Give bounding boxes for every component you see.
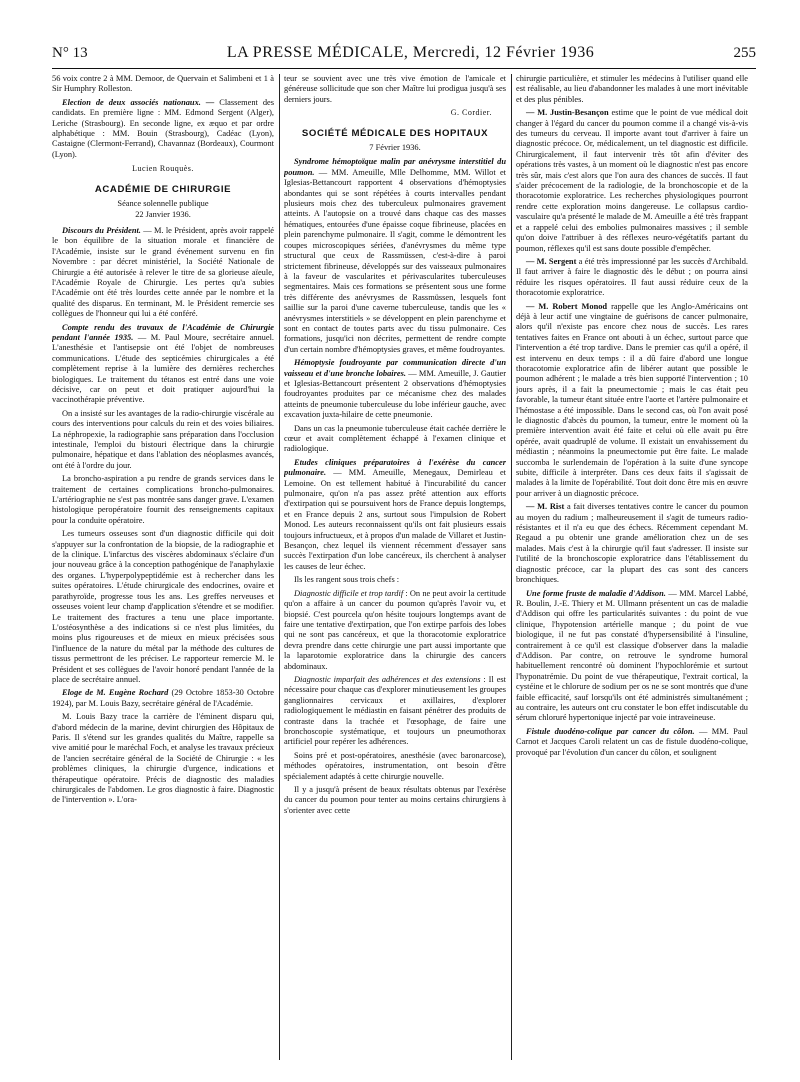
article-text: — MM. Marcel Labbé, R. Boulin, J.-E. Thiery et M. Ullmann présentent un cas de maladie d'Addison qui offre les particularités suivantes : du point de vue clinique, l'hypotension artérielle manque ; du point de vue biologique, il ne fut pas constaté d'hypersensibilité à l'insuline, contrairement à ce qu'il est classique d'observer dans la maladie d'Addison. Par contre, on retrouve le syndrome humoral habituellement rencontré où dominent l'hypochlorémie et surtout l'hyponatrémie. Du point de vue thérapeutique, l'extrait cortical, la cystéine et le chlorure de sodium per os ne se sont montrés que d'une faible efficacité, sauf lorsqu'ils ont été administrés simultanément ; au contraire, les auteurs ont cru constater le bon effet indiscutable du sérum chloruré hypertonique injecté par voie intraveineuse. — [516, 588, 748, 723]
header-rule — [52, 68, 756, 69]
speaker-name: — M. Justin-Besançon — [526, 108, 609, 118]
paragraph — [516, 302, 748, 500]
article-text: — MM. Ameuille, Menegaux, Demirleau et Lemoine. On est tellement habitué à l'incurabilité du cancer pulmonaire, qu'on n'a pas assez prêté attention aux efforts d'extirpation qui se poursuivent hors de France depuis longtemps, et en France depuis 2 ans, surtout sous l'impulsion de Robert Monod. Les auteurs reconnaissent qu'ils ont fait plusieurs essais toujours infructueux, et à propos d'un malade de Villaret et Justin-Besançon, chez lequel ils viennent récemment d'essayer sans succès l'extirpation d'un lobe cancéreux, ils cherchent à analyser les causes de leur échec. — [284, 468, 506, 571]
article-text: a fait diverses tentatives contre le cancer du poumon au moyen du radium ; malheureusement il s'agit de tumeurs radio-résistantes et il n'a eu que des échecs. Récemment cependant M. Regaud a pu obtenir une grande amélioration chez un de ses malades. Mais c'est à la chirurgie qu'il faut s'adresser. Il insiste sur l'utilité de la bronchoscopie exploratrice dans l'établissement du diagnostic précoce, car la plupart des cas sont des cancers bronchiques. — [516, 502, 748, 585]
paragraph: M. Louis Bazy trace la carrière de l'éminent disparu qui, d'abord médecin de la marine, devint chirurgien des Hôpitaux de Paris. Il s'étend sur les grandes qualités du Maître, rappelle sa vive amitié pour le maréchal Foch, et analyse les travaux précieux de l'ancien secrétaire général de la Société de Chirurgie : « les problèmes cliniques, la chirurgie d'urgence, indications et thérapeutique opératoire. Précis de diagnostic des maladies chirurgicales de l'abdomen. Le gros diagnostic à faire. Diagnostic de l'intervention ». L'ora- — [52, 712, 274, 805]
paragraph: Les tumeurs osseuses sont d'un diagnostic difficile qui doit s'appuyer sur la confrontation de la biopsie, de la radiographie et de la clinique. L'infarctus des viscères abdominaux s'éclaire d'un jour nouveau grâce à la conception pathogénique de l'anaphylaxie des organes. L'hyperpolypeptidémie est à rechercher dans les suites opératoires. L'étude chirurgicale des endocrines, ovaire et parathyroïde, progresse tous les ans. Les greffes nerveuses et osseuses voient leur champ d'application s'étendre et se modifier. Le traitement des fractures a tenu une place importante. L'ostéosynthèse a des indications si ce n'est plus limitées, du moins plus rigoureuses et de mieux en mieux précisées sous l'influence de la nature du métal par la méthode des cultures de tissus permettront de les préciser. Le rapporteur remercie M. le Président et ses collègues de l'avoir honoré pendant l'année de la place de secrétaire annuel. — [52, 529, 274, 684]
paragraph: Soins pré et post-opératoires, anesthésie (avec baronarcose), méthodes opératoires, instrumentation, ont besoin d'être spécialement adaptés à cette chirurgie nouvelle. — [284, 750, 506, 781]
paragraph: On a insisté sur les avantages de la radio-chirurgie viscérale au cours des interventions pour calculs du rein et des voies biliaires. La néphropexie, la radiographie sans préparation dans l'occlusion intestinale, l'emploi du bistouri électrique dans la chirurgie pulmonaire, hépatique et dans l'ablation des néoplasmes avancés, ont été à l'ordre du jour. — [52, 408, 274, 470]
article-heading: Hémoptysie foudroyante par communication directe d'un vaisseau et d'une bronche lobaires. — [284, 358, 506, 378]
paragraph: teur se souvient avec une très vive émotion de l'amicale et généreuse sollicitude que son cher Maître lui prodigua jusqu'à ses derniers jours. — [284, 74, 506, 104]
paragraph — [284, 157, 506, 355]
paragraph — [516, 257, 748, 299]
paragraph — [52, 323, 274, 406]
speaker-name: — M. Sergent — [526, 256, 577, 266]
article-text: estime que le point de vue médical doit changer à l'égard du cancer du poumon comme il a changé vis-à-vis des tumeurs du cerveau. Il importe avant tout d'arriver à faire un diagnostic précoce. Or, médicalement, un tel diagnostic est difficile. Chirurgicalement, il faut intervenir très tôt afin d'éviter des opérations très vastes, à un moment où le diagnostic n'est pas encore très sûr, mais c'est alors que l'on aura des chances de succès. Il faut s'aider précocement de la radiologie, de la bronchoscopie et de la thoracotomie exploratrice. Les recherches physiologiques pourront rendre cette exploration moins dangereuse. Le collapsus cardio-vasculaire qu'a présenté le malade de M. Ameuille a été très frappant et a rappelé celui des embolies pulmonaires massives ; il semble qu'on doive l'attribuer à des réflexes neuro-végétatifs partant du poumon, réflexes qu'il est sans doute possible d'empêcher. — [516, 108, 748, 253]
paragraph — [52, 226, 274, 320]
article-text: — MM. Paul Carnot et Jacques Caroli relatent un cas de fistule duodéno-colique, provoqué par l'évolution d'un cancer du côlon, et soulignent — [516, 726, 748, 757]
article-heading: Compte rendu des travaux de l'Académie de Chirurgie pendant l'année 1935. — [52, 322, 274, 342]
paragraph — [52, 98, 274, 160]
paragraph — [516, 502, 748, 585]
session-date: 7 Février 1936. — [369, 143, 421, 153]
paragraph — [516, 727, 748, 758]
article-text: a été très impressionné par les succès d'Archibald. Il faut arriver à faire le diagnostic dès le début ; on pourra ainsi réduire les risques opératoires. Il faut aussi réduire ceux de la thoracotomie exploratrice. — [516, 256, 748, 298]
article-text: Classement des candidats. En première ligne : MM. Edmond Sergent (Alger), Leriche (Strasbourg). En seconde ligne, ex æquo et par ordre alphabétique : MM. Bouin (Strasbourg), Cadéac (Lyon), Castaigne (Clermont-Ferrand), Chavannaz (Bordeaux), Courmont (Lyon). — [52, 97, 274, 159]
paragraph — [516, 108, 748, 254]
journal-name: LA PRESSE MÉDICALE, — [226, 44, 409, 61]
speaker-name: — M. Rist — [526, 502, 565, 512]
article-text: rappelle que les Anglo-Américains ont déjà à leur actif une vingtaine de guérisons de cancer pulmonaire, alors qu'il n'existe pas encore chez nous de succès. Les rares tentatives faites en France ont abouti à un échec, surtout parce que l'intervention a été trop tardive. Dans le premier cas qu'il a opéré, il est intervenu en deux temps : il a dû faire d'abord une longue thoracotomie exploratrice afin de libérer autant que possible le poumon adhérent ; le malade a très bien supporté l'intervention ; 10 jours après, il a fait la pneumectomie ; mais le cas était peu favorable, la tumeur étant située entre l'aorte et l'artère pulmonaire et l'hémostase a été impossible. Dans le second cas, où l'on avait posé le diagnostic d'abcès du poumon, la tumeur, entre le moment où la première intervention avait été faite et celui où elle avait pu être opérée, avait quadruplé de volume. Il existait un envahissement du médiastin ; néanmoins la pneumectomie put être faite. Le malade succomba le surlendemain de l'opération à la suite d'une syncope subite, difficile à interpréter. Dans ces deux faits il s'agissait de malades à la limite de l'opérabilité. Tout doit donc être mis en œuvre pour arriver à un diagnostic précoce. — [516, 301, 748, 498]
paragraph: Ils les rangent sous trois chefs : — [294, 575, 400, 585]
page-number: 255 — [733, 45, 756, 61]
paragraph — [284, 458, 506, 572]
column-right — [516, 74, 748, 1062]
article-text: (29 Octobre 1853-30 Octobre 1924), par M. Louis Bazy, secrétaire général de l'Académie. — [52, 688, 274, 708]
paragraph: chirurgie particulière, et stimuler les médecins à l'utiliser quand elle est réalisable, au lieu d'abandonner les malades à une mort inévitable et des plus pénibles. — [516, 74, 748, 104]
page-header — [52, 44, 756, 68]
subheading: Diagnostic imparfait des adhérences et des extensions — [294, 674, 481, 684]
paragraph — [284, 589, 506, 672]
journal-title — [227, 44, 594, 62]
paragraph — [516, 589, 748, 724]
issue-number: N° 13 — [52, 45, 88, 61]
signature: Lucien Rouquès. — [132, 164, 194, 174]
article-heading: Syndrome hémoptoïque malin par anévrysme interstitiel du poumon. — [284, 157, 506, 177]
speaker-name: — M. Robert Monod — [526, 301, 608, 311]
article-text: — MM. Ameuille, J. Gautier et Iglesias-Bettancourt présentent 2 observations d'hémoptysies foudroyantes produites par ce mécanisme chez des malades atteints de pneumonie tuberculeuse du lobe inférieur gauche, avec excavation juxta-hilaire de cette pneumonie. — [284, 368, 506, 420]
column-divider — [279, 74, 280, 1060]
paragraph — [52, 688, 274, 709]
column-left — [52, 74, 274, 1062]
article-text: — MM. Ameuille, Mlle Delhomme, MM. Willot et Iglesias-Bettancourt rapportent 4 observations d'hémoptysies abondantes qui se sont répétées à courts intervalles pendant plusieurs mois chez des tuberculeux pulmonaires gravement atteints. A l'autopsie on a trouvé dans chaque cas des masses hématiques, entourées d'une épaisse coque fibrineuse, placées en plein parenchyme pulmonaire. Il s'agit, comme le démontrent les coupes microscopiques sériées, d'anévrysmes du même type structural que ceux de Rassmüssen, c'est-à-dire à paroi strictement fibrineuse, développés sur des vaisseaux pulmonaires à la faveur de vascularites et périvascularites tuberculeuses segmentaires. Mais ces formations se présentent sous une forme très différente des anévrysmes de Rassmüssen, lesquels font saillie sur la paroi d'une caverne tuberculeuse, tandis que les « anévrysmes interstitiels » se développent en plein parenchyme et sont en contact de toutes parts avec du tissu pulmonaire. Ces formations, jusqu'ici non décrites, permettent de rendre compte d'un certain nombre d'hémoptysies graves, et même foudroyantes. — [284, 167, 506, 354]
column-middle — [284, 74, 506, 1062]
article-text: — M. le Président, après avoir rappelé le bon équilibre de la situation morale et financière de l'Académie, insiste sur le grand événement survenu en fin Novembre : par décret ministériel, la Société Nationale de Chirurgie a été autorisée à relever le titre de sa glorieuse aïeule, l'Académie Royale de Chirurgie. Les pertes qu'a subies l'Académie ont été très lourdes cette année par le nombre et la qualité des disparus. En terminant, M. le Président remercie ses collègues de l'honneur qui lui a été conféré. — [52, 225, 274, 319]
paragraph: 56 voix contre 2 à MM. Demoor, de Quervain et Salimbeni et 1 à Sir Humphry Rolleston. — [52, 74, 274, 94]
subheading: Diagnostic difficile et trop tardif — [294, 588, 404, 598]
column-divider — [511, 74, 512, 1060]
section-title: ACADÉMIE DE CHIRURGIE — [94, 183, 232, 195]
article-heading: Fistule duodéno-colique par cancer du côlon. — [526, 726, 695, 736]
article-text: : On ne peut avoir la certitude qu'on a affaire à un cancer du poumon qu'après l'avoir vu, et biopsié. C'est pourcela qu'on hésite toujours longtemps avant de faire une tentative d'extirpation, que l'on extirpe parfois des lobes qui ne sont pas cancéreux, et que la thoracotomie exploratrice devra prendre dans cette chirurgie une part aussi importante que la laparotomie exploratrice dans la chirurgie des cancers abdominaux. — [284, 588, 506, 671]
session-label: Séance solennelle publique — [117, 199, 209, 209]
paragraph: Il y a jusqu'à présent de beaux résultats obtenus par l'exérèse du cancer du poumon pour tenter au moins certains chirurgiens à s'orienter avec cette — [284, 785, 506, 815]
article-heading: Election de deux associés nationaux. — — [62, 97, 215, 107]
issue-date: Mercredi, 12 Février 1936 — [412, 44, 595, 61]
article-heading: Une forme fruste de maladie d'Addison. — [526, 588, 666, 598]
article-text: : Il est nécessaire pour chaque cas d'explorer minutieusement les groupes ganglionnaires cervicaux et axillaires, d'explorer radiologiquement le médiastin en faisant pénétrer des produits de contraste dans la trachée et l'œsophage, de faire une bronchoscopie systématique, et toujours un pneumothorax artificiel pour repérer les adhérences. — [284, 674, 506, 747]
article-heading: Etudes cliniques préparatoires à l'exérèse du cancer pulmonaire. — [284, 457, 506, 478]
article-heading: Eloge de M. Eugène Rochard — [62, 688, 169, 698]
paragraph — [284, 675, 506, 748]
signature: G. Cordier. — [450, 108, 492, 118]
paragraph: Dans un cas la pneumonie tuberculeuse était cachée derrière le cœur et avait complètement échappé à l'examen clinique et radiologique. — [284, 423, 506, 454]
section-title: SOCIÉTÉ MÉDICALE DES HOPITAUX — [301, 127, 489, 139]
paragraph: La broncho-aspiration a pu rendre de grands services dans le traitement de certaines complications broncho-pulmonaires. L'artériographie ne s'est pas montrée sans danger grave. L'examen histologique peropératoire fournit des renseignements capitaux pour la conduite opératoire. — [52, 474, 274, 525]
article-heading: Discours du Président. — [62, 225, 141, 235]
paragraph — [284, 358, 506, 420]
article-text: — M. Paul Moure, secrétaire annuel. L'anesthésie et l'antisepsie ont été l'objet de nombreuses communications. L'étude des septicémies chirurgicales a été complètement reprise à la lumière des dernières recherches biologiques. Le traitement du tétanos est entré dans une voie décisive, car on peut et doit pratiquer aujourd'hui la vaccinothérapie préventive. — [52, 332, 274, 405]
session-date: 22 Janvier 1936. — [135, 210, 191, 220]
